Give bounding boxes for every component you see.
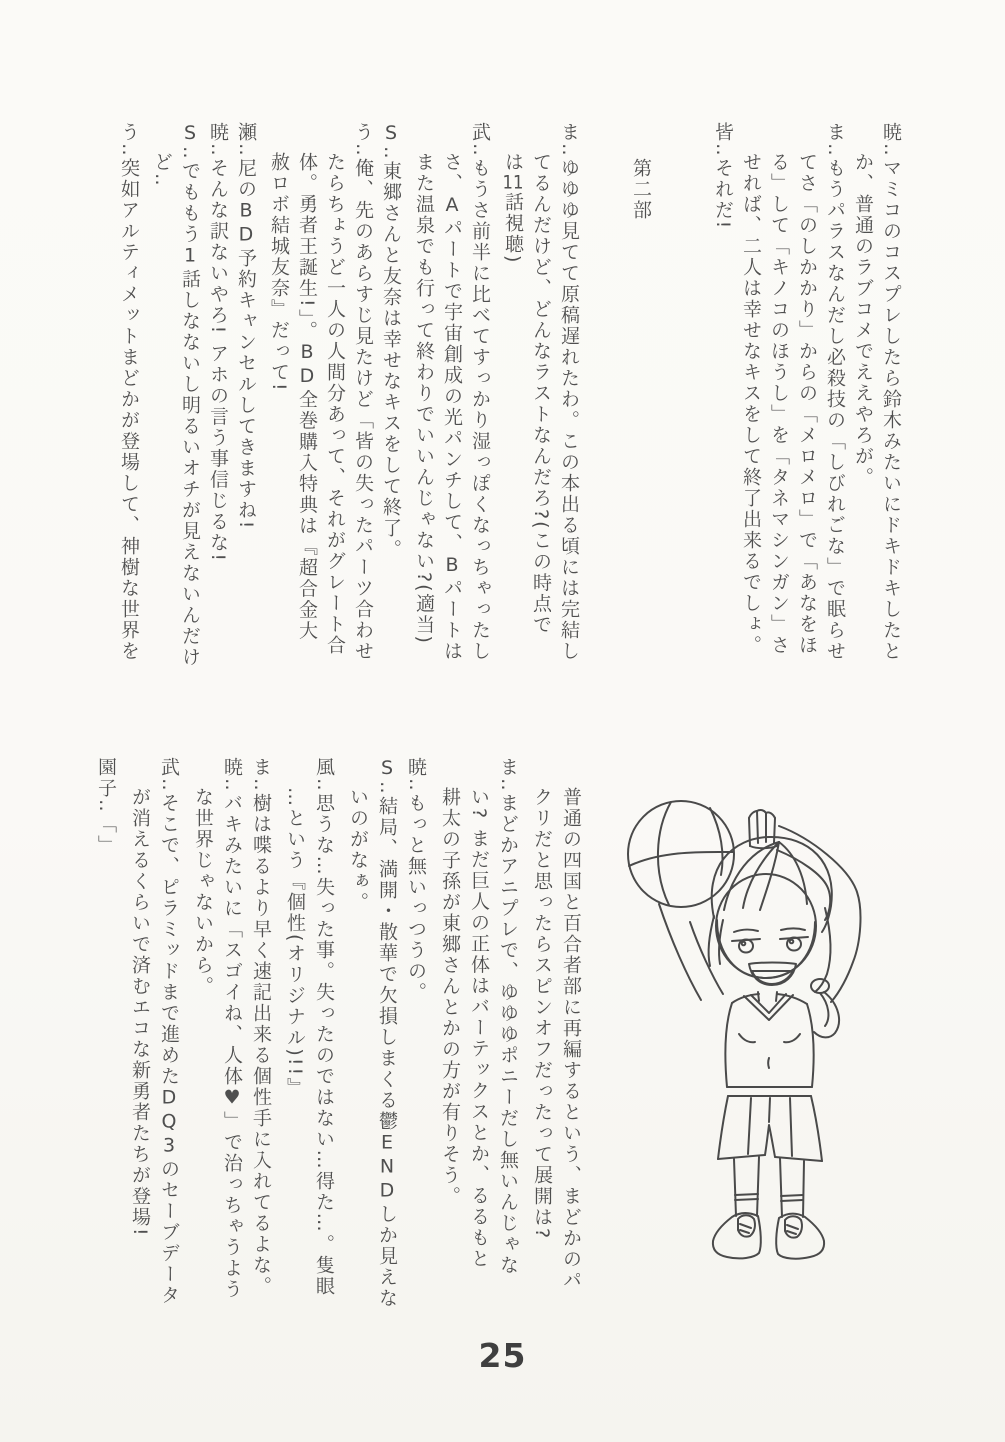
dialogue-line: さ、Aパートで宇宙創成の光パンチして、Bパートは	[441, 152, 463, 662]
dialogue-line: う‥突如アルティメットまどかが登場して、神樹な世界を	[118, 122, 140, 662]
eyebrow	[734, 930, 758, 932]
ponytail	[814, 992, 839, 1037]
dialogue-line: せれば、二人は幸せなキスをして終了出来るでしょ。	[740, 152, 762, 656]
eye	[787, 938, 801, 951]
dialogue-line: 暁‥バキみたいに「スゴイね、人体♥」で治っちゃうよう	[221, 757, 243, 1300]
dialogue-line: 耕太の子孫が東郷さんとかの方が有りそう。	[439, 787, 461, 1207]
dialogue-line: 暁‥マミコのコスプレしたら鈴木みたいにドキドキしたと	[880, 122, 902, 662]
dialogue-line: は11話視聴)	[502, 152, 524, 265]
girl-basketball-illustration	[593, 780, 905, 1280]
dialogue-line: ま‥樹は喋るより早く速記出来る個性手に入れてるよな。	[250, 757, 272, 1297]
dialogue-line: 武‥もうさ前半に比べてすっかり湿っぽくなっちゃったし	[469, 122, 491, 662]
bottom-dialogue-block	[91, 757, 585, 1397]
shorts	[718, 1096, 822, 1161]
dialogue-line: が消えるくらいで済むエコな新勇者たちが登場!	[129, 787, 151, 1238]
dialogue-line: 園子‥「」	[95, 757, 117, 856]
dialogue-line: る」して「キノコのほうし」を「タネマシンガン」さ	[768, 152, 790, 656]
sneakers	[713, 1213, 824, 1259]
dialogue-line: S‥結局、満開・散華で欠損しまくる鬱ENDしか見えな	[376, 757, 398, 1309]
dialogue-line: S‥でももう1話しなないし明るいオチが見えないんだけ	[179, 122, 201, 668]
dialogue-line: 武‥そこで、ピラミッドまで進めたDQ3のセーブデータ	[158, 757, 180, 1306]
dialogue-line: 体。勇者王誕生!」。BD全巻購入特典は『超合金大	[296, 152, 318, 642]
dialogue-line: てさ「のしかかり」からの「メロメロ」で「あなをほ	[796, 152, 818, 656]
dialogue-line: クリだと思ったらスピンオフだったって展開は?	[531, 787, 553, 1241]
dialogue-line: 皆‥それだ!	[712, 122, 734, 231]
dialogue-line: ま‥もうパラスなんだし必殺技の「しびれごな」で眠らせ	[824, 122, 846, 662]
dialogue-line: い? まだ巨人の正体はバーテックスとか、るるもと	[468, 787, 490, 1270]
dialogue-line: いのがなぁ。	[347, 787, 369, 913]
dialogue-line: たらちょうど一人の人間分あって、それがグレート合	[324, 152, 346, 656]
dialogue-line: 暁‥もっと無いっつうの。	[405, 757, 427, 1003]
dialogue-line: ど‥	[151, 152, 173, 188]
dialogue-line: 普通の四国と百合者部に再編するという、まどかのパ	[560, 787, 582, 1291]
dialogue-line: な世界じゃないから。	[192, 787, 214, 997]
dialogue-line: ま‥ゆゆゆ見てて原稿遅れたわ。この本出る頃には完結し	[558, 122, 580, 662]
section-header: 第二部	[630, 158, 652, 221]
dialogue-line: S‥東郷さんと友奈は幸せなキスをして終了。	[380, 122, 402, 560]
dialogue-line: 瀬‥尼のBD予約キャンセルしてきますね!	[235, 122, 257, 531]
body	[725, 992, 813, 1096]
dialogue-line: …という『個性(オリジナル)!!』	[284, 787, 306, 1099]
dialogue-line: 暁‥そんな訳ないやろ! アホの言う事信じるな!	[207, 122, 229, 563]
grin-mouth	[749, 963, 796, 986]
dialogue-line: う‥俺、先のあらすじ見たけど「皆の失ったパーツ合わせ	[352, 122, 374, 662]
dialogue-line: てるんだけど、どんなラストなんだろ?(この時点で	[530, 152, 552, 636]
basketball	[628, 801, 734, 907]
dialogue-line: また温泉でも行って終わりでいいんじゃない?(適当)	[413, 152, 435, 645]
legs	[734, 1157, 804, 1217]
eye	[739, 940, 753, 953]
dialogue-line: 風‥思うな…失った事。失ったのではない…得た…。隻眼	[313, 757, 335, 1297]
dialogue-line: 赦ロボ結城友奈』だって!	[268, 152, 290, 393]
top-dialogue-block	[115, 122, 905, 822]
page-number: 25	[478, 1336, 527, 1375]
dialogue-line: か、普通のラブコメでええやろが。	[852, 152, 874, 488]
eyebrow	[781, 929, 805, 931]
dialogue-line: ま‥まどかアニプレで、ゆゆゆポニーだし無いんじゃな	[497, 757, 519, 1276]
